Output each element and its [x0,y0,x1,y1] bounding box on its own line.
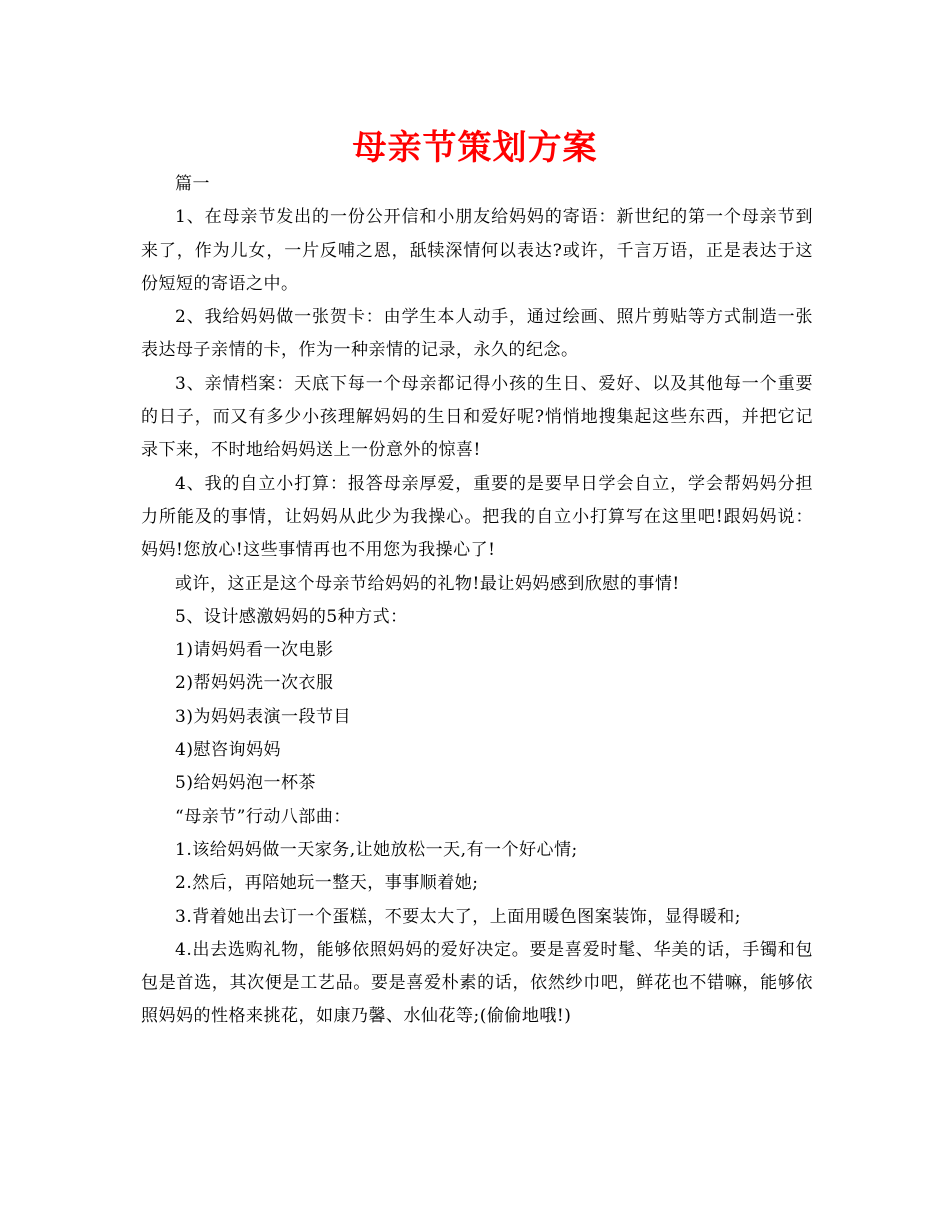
list-item: 2.然后，再陪她玩一整天，事事顺着她; [175,873,479,894]
paragraph-section-label: 篇一 [175,174,210,194]
list-item: 3.背着她出去订一个蛋糕，不要太大了，上面用暖色图案装饰，显得暖和; [175,906,741,927]
list-item: 3)为妈妈表演一段节目 [175,706,351,727]
list-item: 2)帮妈妈洗一次衣服 [175,673,334,694]
list-item: 5)给妈妈泡一杯茶 [175,773,316,794]
list-item: 4)慰咨询妈妈 [175,740,281,761]
paragraph-item-5: 5、设计感激妈妈的5种方式： [175,606,408,627]
paragraph-item-4: 4、我的自立小打算：报答母亲厚爱，重要的是要早日学会自立，学会帮妈妈分担力所能及的事情，让妈妈从此少为我操心。把我的自立小打算写在这里吧!跟妈妈说：妈妈!您放心!这些事情再也不用您为我操心了! [141,473,813,561]
document-body [141,168,813,1034]
list-item: 4.出去选购礼物，能够依照妈妈的爱好决定。要是喜爱时髦、华美的话，手镯和包包是首选，其次便是工艺品。要是喜爱朴素的话，依然纱巾吧，鲜花也不错嘛，能够依照妈妈的性格来挑花，如康乃馨、水仙花等;(偷偷地哦!) [141,939,813,1027]
paragraph-conclusion: 或许，这正是这个母亲节给妈妈的礼物!最让妈妈感到欣慰的事情! [175,573,680,594]
list-item: 1)请妈妈看一次电影 [175,640,334,661]
list-item: 1.该给妈妈做一天家务,让她放松一天,有一个好心情; [175,839,578,860]
paragraph-item-1: 1、在母亲节发出的一份公开信和小朋友给妈妈的寄语：新世纪的第一个母亲节到来了，作为儿女，一片反哺之恩，舐犊深情何以表达?或许，千言万语，正是表达于这份短短的寄语之中。 [141,207,813,294]
paragraph-item-2: 2、我给妈妈做一张贺卡：由学生本人动手，通过绘画、照片剪贴等方式制造一张表达母子亲情的卡，作为一种亲情的记录，永久的纪念。 [141,307,813,361]
paragraph-subheading: “母亲节”行动八部曲： [175,806,351,827]
paragraph-item-3: 3、亲情档案：天底下每一个母亲都记得小孩的生日、爱好、以及其他每一个重要的日子，而又有多少小孩理解妈妈的生日和爱好呢?悄悄地搜集起这些东西，并把它记录下来，不时地给妈妈送上一份意外的惊喜! [141,373,813,461]
document-title: 母亲节策划方案 [352,128,598,168]
